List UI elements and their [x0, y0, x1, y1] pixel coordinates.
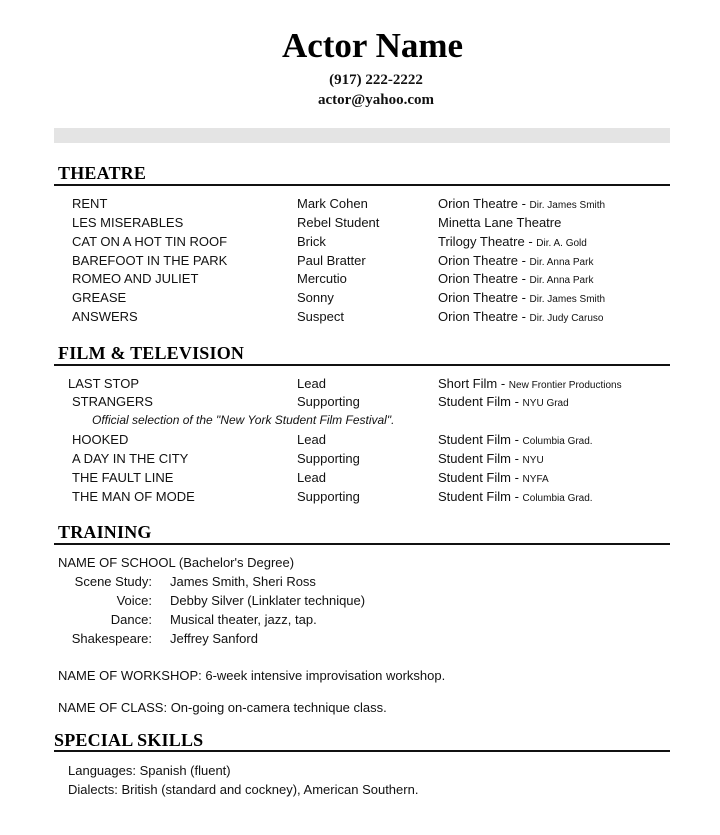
- credit-row: [0, 489, 720, 508]
- phone-number: (917) 222-2222: [329, 72, 423, 88]
- credit-venue: Minetta Lane Theatre: [438, 215, 562, 230]
- credit-title: ROMEO AND JULIET: [72, 271, 199, 286]
- credit-row: [0, 215, 720, 234]
- credit-role: Supporting: [297, 489, 360, 504]
- skills-heading: SPECIAL SKILLS: [54, 730, 204, 750]
- training-value: Debby Silver (Linklater technique): [170, 593, 366, 608]
- credit-venue: Orion Theatre - Dir. Judy Caruso: [438, 309, 604, 324]
- credit-title: RENT: [72, 196, 108, 211]
- training-label: Scene Study:: [74, 574, 152, 589]
- training-value: Jeffrey Sanford: [170, 631, 258, 646]
- credit-role: Supporting: [297, 394, 360, 409]
- school-name: NAME OF SCHOOL (Bachelor's Degree): [58, 555, 295, 570]
- theatre-heading: THEATRE: [58, 163, 147, 183]
- credit-title: CAT ON A HOT TIN ROOF: [72, 234, 228, 249]
- credit-venue: Orion Theatre - Dir. Anna Park: [438, 253, 594, 268]
- credit-row: [0, 451, 720, 470]
- credit-title: BAREFOOT IN THE PARK: [72, 253, 228, 268]
- credit-role: Paul Bratter: [297, 253, 366, 268]
- credit-role: Brick: [297, 234, 326, 249]
- theatre-rule: [54, 184, 670, 186]
- training-value: Musical theater, jazz, tap.: [170, 612, 317, 627]
- credit-title: LES MISERABLES: [72, 215, 184, 230]
- credit-role: Sonny: [297, 290, 334, 305]
- training-label: Shakespeare:: [71, 631, 152, 646]
- credit-row: [0, 234, 720, 253]
- credit-venue: Short Film - New Frontier Productions: [438, 376, 622, 391]
- dialects-line: Dialects: British (standard and cockney), American Southern.: [68, 782, 419, 797]
- film-rule: [54, 364, 670, 366]
- film-heading: FILM & TELEVISION: [58, 343, 245, 363]
- credit-venue: Student Film - Columbia Grad.: [438, 489, 593, 504]
- credit-venue: Orion Theatre - Dir. Anna Park: [438, 271, 594, 286]
- credit-row: [0, 253, 720, 272]
- credit-venue: Student Film - NYU: [438, 451, 544, 466]
- credit-role: Lead: [297, 376, 326, 391]
- credit-title: GREASE: [72, 290, 127, 305]
- credit-title: STRANGERS: [72, 394, 153, 409]
- credit-role: Lead: [297, 432, 326, 447]
- credit-row: [0, 376, 720, 395]
- credit-title: HOOKED: [72, 432, 129, 447]
- training-label: Dance:: [110, 612, 152, 627]
- credit-row: [0, 290, 720, 309]
- actor-name: Actor Name: [281, 26, 464, 65]
- training-label: Voice:: [116, 593, 152, 608]
- workshop-line: NAME OF WORKSHOP: 6-week intensive improvisation workshop.: [58, 668, 446, 683]
- credit-role: Rebel Student: [297, 215, 380, 230]
- credit-title: LAST STOP: [68, 376, 140, 391]
- training-value: James Smith, Sheri Ross: [170, 574, 316, 589]
- credit-row: [0, 309, 720, 328]
- credit-venue: Student Film - NYU Grad: [438, 394, 569, 409]
- email-address: actor@yahoo.com: [317, 92, 434, 108]
- credit-venue: Student Film - NYFA: [438, 470, 549, 485]
- credit-venue: Orion Theatre - Dir. James Smith: [438, 196, 606, 211]
- credit-role: Supporting: [297, 451, 360, 466]
- training-heading: TRAINING: [58, 522, 152, 542]
- credit-row: [0, 432, 720, 451]
- credit-venue: Student Film - Columbia Grad.: [438, 432, 593, 447]
- credit-title: ANSWERS: [72, 309, 138, 324]
- credit-title: THE FAULT LINE: [72, 470, 174, 485]
- credit-row: [0, 196, 720, 215]
- credit-row: [0, 394, 720, 413]
- class-line: NAME OF CLASS: On-going on-camera technique class.: [58, 700, 387, 715]
- skills-rule: [54, 750, 670, 752]
- credit-title: THE MAN OF MODE: [72, 489, 195, 504]
- credit-title: A DAY IN THE CITY: [72, 451, 189, 466]
- credit-role: Suspect: [297, 309, 344, 324]
- header-divider-band: [54, 128, 670, 143]
- credit-row: [0, 271, 720, 290]
- training-rule: [54, 543, 670, 545]
- credit-venue: Trilogy Theatre - Dir. A. Gold: [438, 234, 587, 249]
- credit-role: Mercutio: [297, 271, 347, 286]
- festival-note: Official selection of the "New York Student Film Festival".: [92, 413, 395, 427]
- credit-role: Lead: [297, 470, 326, 485]
- credit-row: [0, 470, 720, 489]
- credit-role: Mark Cohen: [297, 196, 368, 211]
- languages-line: Languages: Spanish (fluent): [68, 763, 231, 778]
- credit-venue: Orion Theatre - Dir. James Smith: [438, 290, 606, 305]
